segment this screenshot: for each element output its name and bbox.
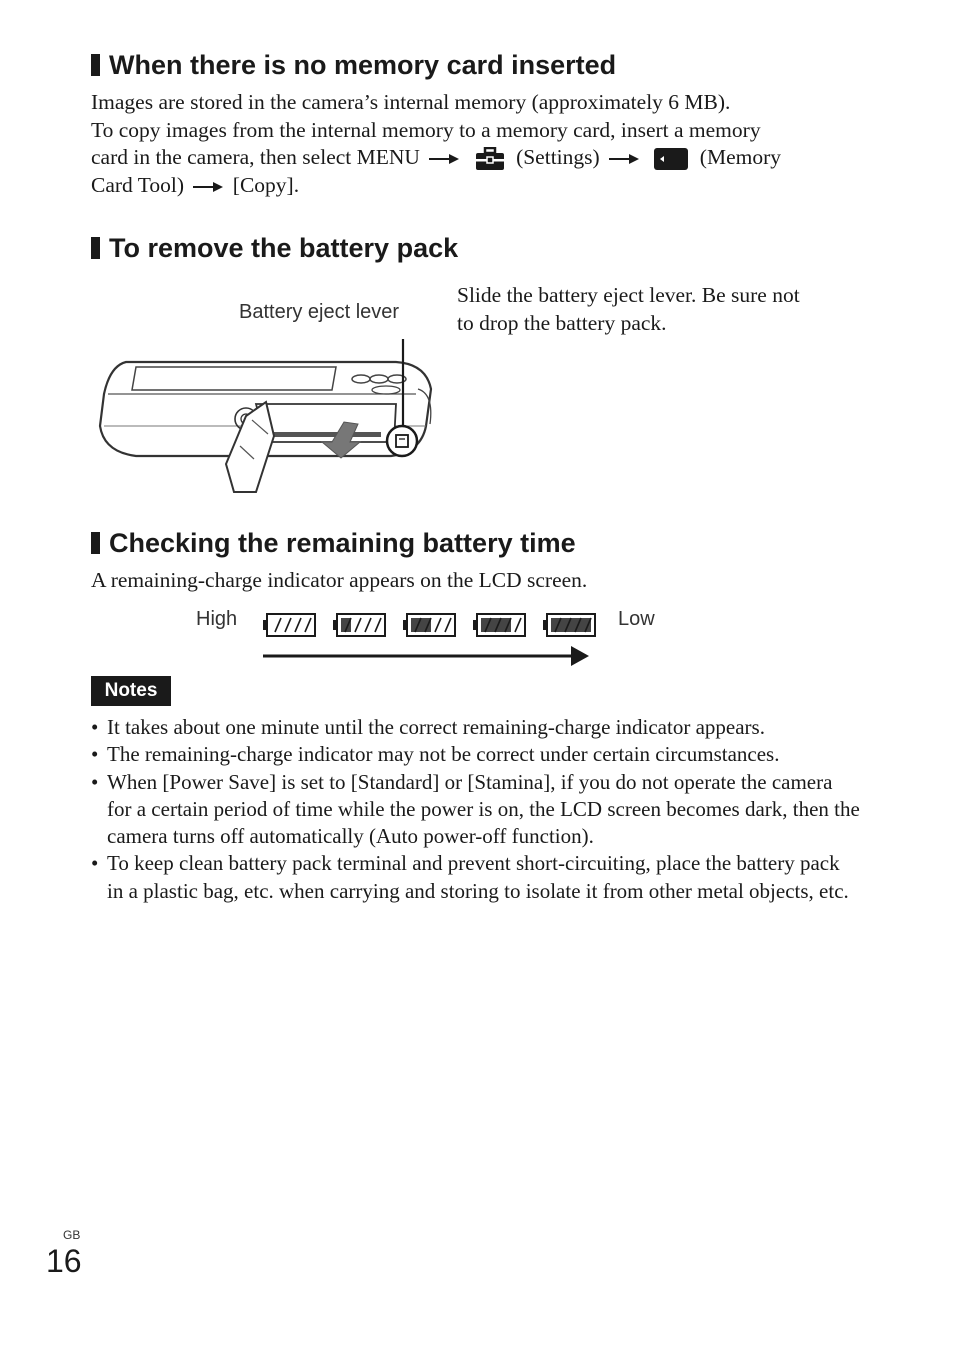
note-item: • The remaining-charge indicator may not be correct under certain circumstances. <box>91 741 861 768</box>
battery-level-icon <box>263 614 315 636</box>
battery-eject-lever-label: Battery eject lever <box>239 301 400 323</box>
battery-level-icon <box>543 614 595 636</box>
notes-badge: Notes <box>91 676 171 706</box>
settings-toolbox-icon <box>475 147 505 171</box>
section1-line2: To copy images from the internal memory to a memory card, insert a memory <box>91 117 761 142</box>
section-heading-no-memory-card <box>91 50 616 80</box>
scale-low-label: Low <box>618 608 655 630</box>
section1-line3 <box>91 144 781 172</box>
battery-indicator-intro <box>91 567 587 595</box>
section-heading-remove-battery <box>91 233 458 263</box>
arrow-right-icon <box>193 181 223 193</box>
heading-marker <box>91 532 100 554</box>
remove-battery-line1: Slide the battery eject lever. Be sure not <box>457 283 800 307</box>
section1-line4-a: Card Tool) <box>91 172 185 197</box>
note-item: • To keep clean battery pack terminal and prevent short-circuiting, place the battery pack in a plastic bag, etc. when carrying and storing to isolate it from other metal objects, etc. <box>91 850 861 905</box>
depletion-arrow-head <box>571 646 589 666</box>
section-heading-battery-time <box>91 528 576 558</box>
battery-level-icon <box>473 614 525 636</box>
heading-text: To remove the battery pack <box>109 233 459 263</box>
section1-line3-b: (Settings) <box>516 145 600 169</box>
note-item: • When [Power Save] is set to [Standard] or [Stamina], if you do not operate the camera for a certain period of time while the power is on, the LCD screen becomes dark, then the camera turns off automatically (Auto power-off function). <box>91 769 861 851</box>
note-item: • It takes about one minute until the correct remaining-charge indicator appears. <box>91 714 861 741</box>
heading-marker <box>91 54 100 76</box>
region-code: GB <box>63 1228 81 1242</box>
scale-high-label: High <box>196 608 238 630</box>
section1-line3-a: card in the camera, then select MENU <box>91 145 420 169</box>
section1-line4 <box>91 172 781 200</box>
memory-card-tool-icon <box>654 148 688 170</box>
heading-text: Checking the remaining battery time <box>109 528 576 558</box>
arrow-right-icon <box>609 153 639 165</box>
heading-marker <box>91 237 100 259</box>
section1-body <box>91 89 781 199</box>
intro-text: A remaining-charge indicator appears on the LCD screen. <box>91 568 588 592</box>
heading-text: When there is no memory card inserted <box>109 50 617 80</box>
camera-battery-illustration <box>96 334 441 496</box>
battery-level-icon <box>403 614 455 636</box>
page-number: 16 <box>46 1243 82 1279</box>
remove-battery-text <box>457 282 800 337</box>
battery-indicator-scale <box>258 608 603 670</box>
notes-list <box>91 714 861 905</box>
section1-line3-c: (Memory <box>699 145 781 169</box>
section1-line4-b: [Copy]. <box>232 172 300 197</box>
battery-level-icon <box>333 614 385 636</box>
arrow-right-icon <box>429 153 459 165</box>
remove-battery-line2: to drop the battery pack. <box>457 310 667 335</box>
section1-line1: Images are stored in the camera’s internal memory (approximately 6 MB). <box>91 90 731 114</box>
